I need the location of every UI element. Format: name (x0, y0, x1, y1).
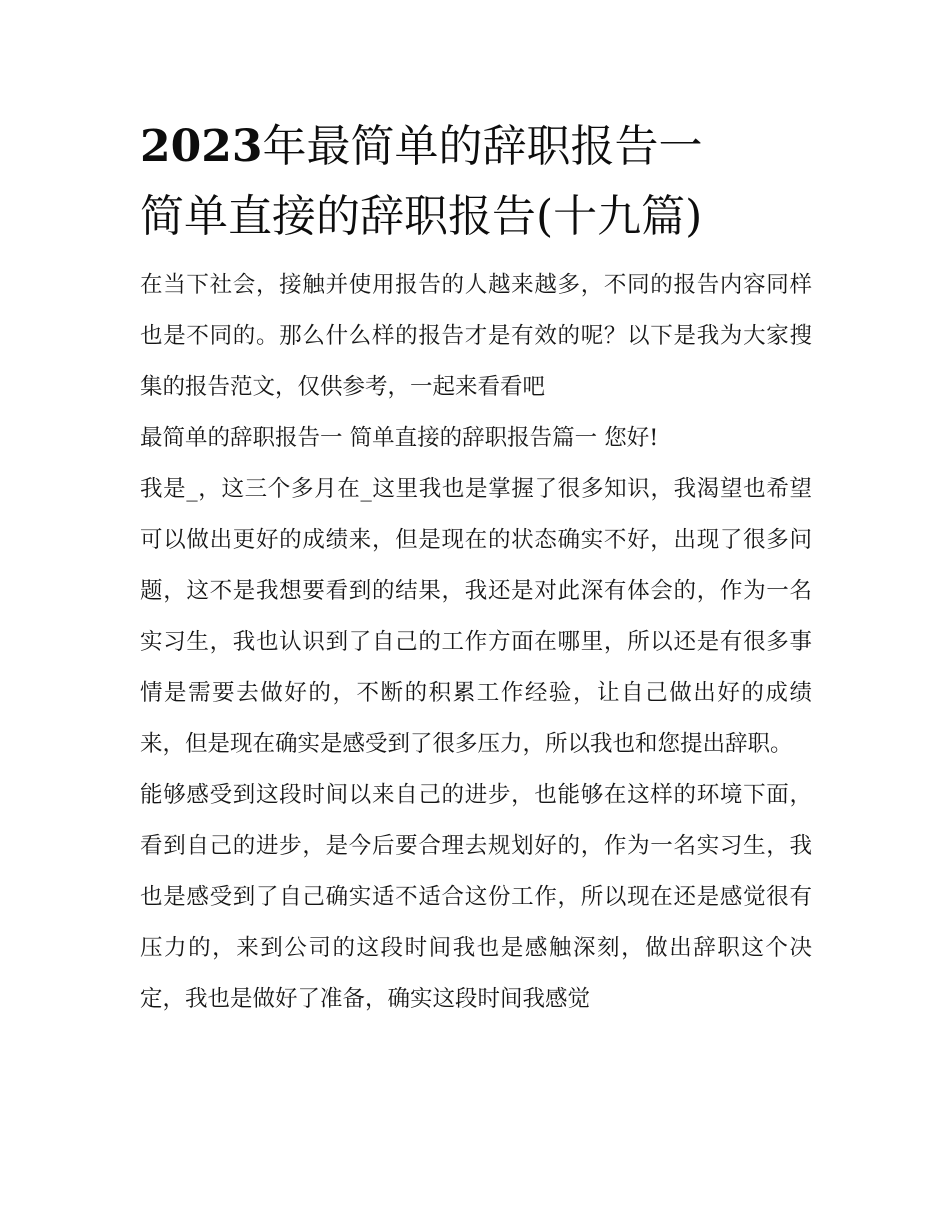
section-heading-paragraph: 最简单的辞职报告一 简单直接的辞职报告篇一 您好! (140, 425, 659, 451)
body-paragraph: 我是_，这三个多月在_这里我也是掌握了很多知识，我渴望也希望可以做出更好的成绩来，但是现在的状态确实不好，出现了很多问题，这不是我想要看到的结果，我还是对此深有体会的，作为一名实习生，我也认识到了自己的工作方面在哪里，所以还是有很多事情是需要去做好的，不断的积累工作经验，让自己做出好的成绩来，但是现在确实是感受到了很多压力，所以我也和您提出辞职。 (140, 476, 812, 757)
body-paragraph: 能够感受到这段时间以来自己的进步，也能够在这样的环境下面，看到自己的进步，是今后要合理去规划好的，作为一名实习生，我也是感受到了自己确实适不适合这份工作，所以现在还是感觉很有压力的，来到公司的这段时间我也是感触深刻，做出辞职这个决定，我也是做好了准备，确实这段时间我感觉 (140, 782, 812, 1012)
document-page (140, 112, 812, 1025)
document-body (140, 260, 812, 1025)
document-title (140, 112, 812, 252)
title-line1-rest: 年最简单的辞职报告一 (262, 121, 703, 172)
title-line2: 简单直接的辞职报告(十九篇) (140, 191, 703, 242)
intro-paragraph: 在当下社会，接触并使用报告的人越来越多，不同的报告内容同样也是不同的。那么什么样的报告才是有效的呢？以下是我为大家搜集的报告范文，仅供参考，一起来看看吧 (140, 272, 812, 400)
title-year: 2023 (140, 121, 263, 172)
